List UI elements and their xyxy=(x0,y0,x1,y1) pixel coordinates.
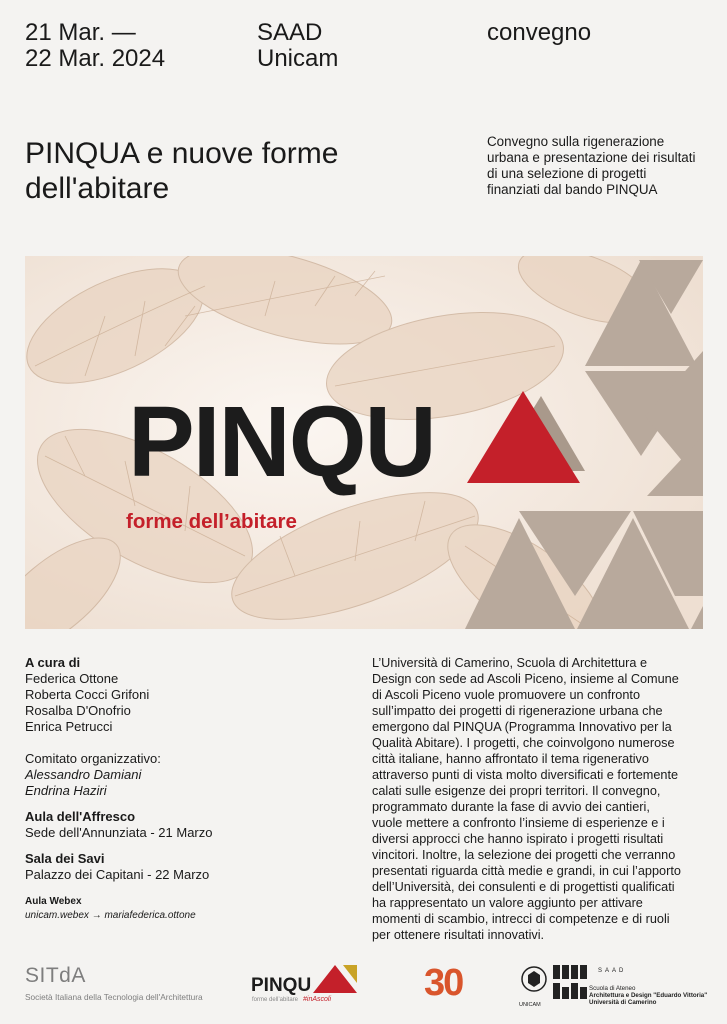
curators-heading: A cura di xyxy=(25,655,81,670)
webex-heading: Aula Webex xyxy=(25,896,82,907)
school-name xyxy=(589,985,719,1006)
pinqua-footer-city: #inAscoli xyxy=(303,996,332,1003)
subtitle-line: finanziati dal bando PINQUA xyxy=(487,182,658,197)
curator-name: Enrica Petrucci xyxy=(25,719,113,734)
title-line2: dell'abitare xyxy=(25,172,170,205)
event-dates xyxy=(25,20,165,72)
description-text xyxy=(372,655,705,943)
page-title xyxy=(25,136,445,206)
pinqua-logo: PINQU xyxy=(128,386,435,498)
committee-member: Alessandro Damiani xyxy=(25,767,142,782)
title-line1: PINQUA e nuove forme xyxy=(25,137,339,170)
description-line: presentati riguarda città medie e grandi, in cui l’apporto xyxy=(372,864,681,878)
subtitle-line: Convegno sulla rigenerazione xyxy=(487,134,665,149)
room2-detail: Palazzo dei Capitani - 22 Marzo xyxy=(25,867,210,882)
school-line: Scuola di Ateneo xyxy=(589,985,636,992)
event-kind: convegno xyxy=(487,19,592,46)
date-start: 21 Mar. — xyxy=(25,19,136,46)
unicam-label: UNICAM xyxy=(519,1002,541,1008)
webex-link[interactable]: unicam.webex → mariafederica.ottone xyxy=(25,910,196,921)
description-line: momenti di scambio, intrecci di competenze e di ruoli xyxy=(372,912,670,926)
description-line: Design con sede ad Ascoli Piceno, insieme al Comune xyxy=(372,672,679,686)
sitda-logo: SITdA xyxy=(25,964,86,987)
room2-heading: Sala dei Savi xyxy=(25,851,105,866)
pinqua-footer-caption: forme dell’abitare xyxy=(252,997,299,1003)
description-line: diversi approcci che hanno ispirato i progetti risultati xyxy=(372,832,664,846)
description-line: programmato durante la fase di avvio dei cantieri, xyxy=(372,800,650,814)
subtitle-line: urbana e presentazione dei risultati xyxy=(487,150,696,165)
curator-name: Roberta Cocci Grifoni xyxy=(25,687,150,702)
curator-name: Federica Ottone xyxy=(25,671,119,686)
description-line: attraverso punti di vista molto diversificati e fortemente xyxy=(372,768,679,782)
venue-line2: Unicam xyxy=(257,45,339,72)
unicam-seal-icon xyxy=(520,965,548,999)
event-venue xyxy=(257,20,338,72)
school-line: Università di Camerino xyxy=(589,999,657,1006)
description-line: di Ascoli Piceno vuole promuovere un confronto xyxy=(372,688,641,702)
curator-name: Rosalba D'Onofrio xyxy=(25,703,131,718)
room1-heading: Aula dell'Affresco xyxy=(25,809,136,824)
description-line: ha rappresentato un valore aggiunto per attivare xyxy=(372,896,643,910)
school-line: Architettura e Design "Eduardo Vittoria" xyxy=(589,992,708,999)
saad-logo-icon xyxy=(553,965,587,1001)
description-line: vincitori. Inoltre, la selezione dei progetti che verranno xyxy=(372,848,676,862)
description-line: Qualità Abitare). I progetti, che coinvolgono numerose xyxy=(372,736,675,750)
pinqua-footer-triangle-icon xyxy=(313,963,358,995)
description-line: emergono dal PINQUA (Programma Innovativo per la xyxy=(372,720,672,734)
date-end: 22 Mar. 2024 xyxy=(25,45,166,72)
description-line: città italiane, hanno affrontato il tema rigenerativo xyxy=(372,752,649,766)
description-line: vuole mettere a confronto l’insieme di esperienze e i xyxy=(372,816,665,830)
pinqua-tagline: forme dell’abitare xyxy=(126,510,297,533)
committee-member: Endrina Haziri xyxy=(25,783,107,798)
description-line: calati sulle esigenze dei propri territori. Il convegno, xyxy=(372,784,661,798)
description-line: sull’impatto dei progetti di rigenerazione urbana che xyxy=(372,704,663,718)
committee-heading: Comitato organizzativo: xyxy=(25,751,161,766)
venue-line1: SAAD xyxy=(257,19,323,46)
description-line: per ottenere risultati innovativi. xyxy=(372,928,545,942)
room1-detail: Sede dell'Annunziata - 21 Marzo xyxy=(25,825,213,840)
saad-label: SAAD xyxy=(598,968,627,974)
page-subtitle xyxy=(487,134,712,198)
credits-column xyxy=(25,655,325,923)
sitda-caption: Società Italiana della Tecnologia dell'Architettura xyxy=(25,992,203,1002)
description-line: dell’Università, dei consulenti e di progettisti qualificati xyxy=(372,880,675,894)
pinqua-footer-logo: PINQU xyxy=(251,975,312,996)
subtitle-line: di una selezione di progetti xyxy=(487,166,647,181)
anniversary-logo: 30 xyxy=(424,962,463,1004)
description-line: L’Università di Camerino, Scuola di Architettura e xyxy=(372,656,648,670)
